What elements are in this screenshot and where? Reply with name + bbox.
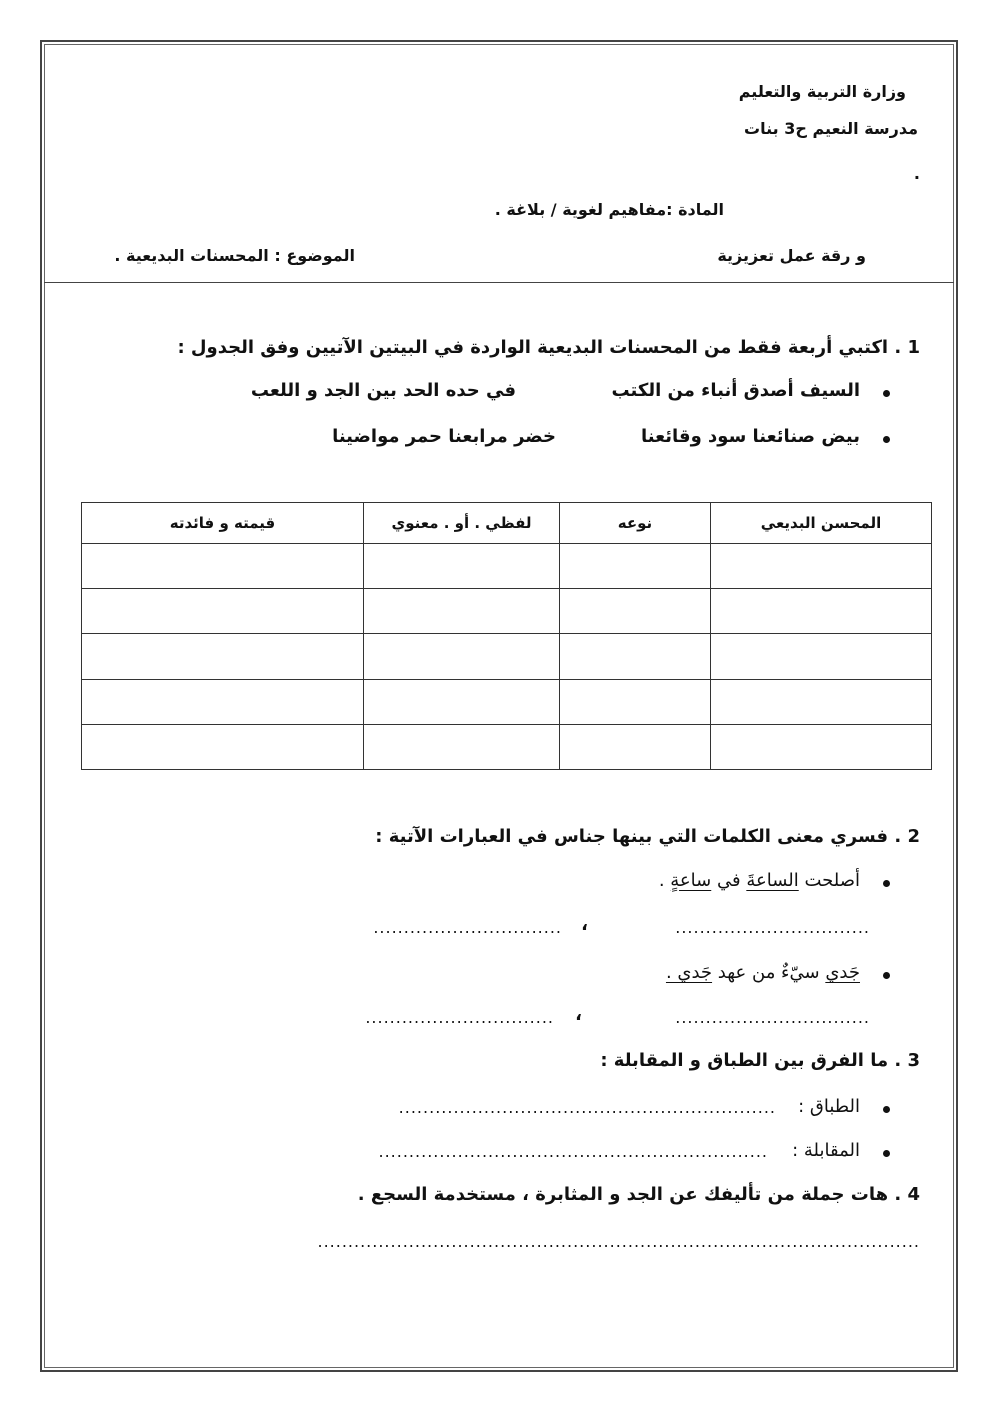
answer-cell[interactable]: [711, 679, 932, 724]
school-name: مدرسة النعيم ح3 بنات: [744, 119, 918, 138]
example-1-answer-left[interactable]: ...............................: [373, 918, 562, 937]
table-row: [82, 724, 932, 769]
answer-cell[interactable]: [560, 634, 711, 679]
answer-cell[interactable]: [560, 589, 711, 634]
verse-2-second-half: خضر مرابعنا حمر مواضينا: [332, 426, 556, 447]
table-row: [82, 589, 932, 634]
answer-cell[interactable]: [82, 589, 364, 634]
verse-2-first-half: بيض صنائعنا سود وقائعنا: [641, 426, 860, 447]
tibaq-label: الطباق :: [798, 1096, 860, 1117]
answer-cell[interactable]: [82, 544, 364, 589]
question-1-title: 1 . اكتبي أربعة فقط من المحسنات البديعية الواردة في البيتين الآتيين وفق الجدول :: [177, 337, 920, 358]
bullet: [883, 1150, 890, 1157]
table-row: [82, 679, 932, 724]
example-1-word: .: [658, 870, 671, 891]
answer-cell[interactable]: [711, 544, 932, 589]
answer-cell[interactable]: [82, 634, 364, 679]
header-cell: المحسن البديعي: [711, 503, 932, 544]
table-row: [82, 634, 932, 679]
header-cell: لفظي . أو . معنوي: [364, 503, 560, 544]
header-cell: قيمته و فائدته: [82, 503, 364, 544]
answer-cell[interactable]: [560, 679, 711, 724]
answer-cell[interactable]: [711, 634, 932, 679]
example-2-answer-left[interactable]: ...............................: [365, 1008, 554, 1027]
answer-cell[interactable]: [364, 634, 560, 679]
muqabala-answer[interactable]: ................................................................: [378, 1142, 768, 1161]
bullet: [883, 1106, 890, 1113]
question-4-answer[interactable]: ...................................................................................................: [317, 1232, 920, 1251]
verse-1-first-half: السيف أصدق أنباء من الكتب: [611, 380, 860, 401]
header-divider: [44, 282, 954, 283]
answer-cell[interactable]: [711, 724, 932, 769]
example-2-word: سيّءٌ من عهد: [712, 962, 826, 983]
answer-cell[interactable]: [82, 724, 364, 769]
example-2-answer-right[interactable]: ................................: [675, 1008, 870, 1027]
example-2-sentence: [666, 962, 860, 983]
answer-cell[interactable]: [364, 724, 560, 769]
example-2-pun-word: جَدي .: [665, 962, 713, 983]
comma: ،: [581, 914, 588, 935]
example-1-pun-word: ساعةٍ: [670, 870, 712, 891]
muqabala-label: المقابلة :: [792, 1140, 860, 1161]
bullet: [883, 880, 890, 887]
answer-cell[interactable]: [560, 544, 711, 589]
answer-cell[interactable]: [364, 589, 560, 634]
header-cell: نوعه: [560, 503, 711, 544]
table-header-row: [82, 503, 932, 544]
header-dot: .: [913, 164, 920, 183]
question-3-title: 3 . ما الفرق بين الطباق و المقابلة :: [600, 1050, 920, 1071]
example-1-sentence: [659, 870, 860, 891]
answer-cell[interactable]: [364, 679, 560, 724]
ministry-name: وزارة التربية والتعليم: [738, 82, 906, 101]
tibaq-answer[interactable]: ..............................................................: [398, 1098, 776, 1117]
subject-line: المادة :مفاهيم لغوية / بلاغة .: [494, 200, 724, 219]
comma: ،: [575, 1004, 582, 1025]
bullet: [883, 390, 890, 397]
answer-cell[interactable]: [711, 589, 932, 634]
example-2-pun-word: جَدي: [825, 962, 860, 983]
table-row: [82, 544, 932, 589]
verse-1-second-half: في حده الحد بين الجد و اللعب: [250, 380, 516, 401]
example-1-pun-word: الساعةَ: [746, 870, 799, 891]
rhetoric-table: [81, 502, 932, 770]
answer-cell[interactable]: [82, 679, 364, 724]
topic-line: الموضوع : المحسنات البديعية .: [114, 246, 355, 265]
bullet: [883, 436, 890, 443]
question-4-title: 4 . هات جملة من تأليفك عن الجد و المثابرة ، مستخدمة السجع .: [357, 1184, 920, 1205]
example-1-answer-right[interactable]: ................................: [675, 918, 870, 937]
answer-cell[interactable]: [560, 724, 711, 769]
bullet: [883, 972, 890, 979]
example-1-word: في: [711, 870, 747, 891]
question-2-title: 2 . فسري معنى الكلمات التي بينها جناس في العبارات الآتية :: [375, 826, 920, 847]
example-1-word: أصلحت: [798, 870, 860, 891]
worksheet-title: و رقة عمل تعزيزية: [717, 246, 866, 265]
answer-cell[interactable]: [364, 544, 560, 589]
